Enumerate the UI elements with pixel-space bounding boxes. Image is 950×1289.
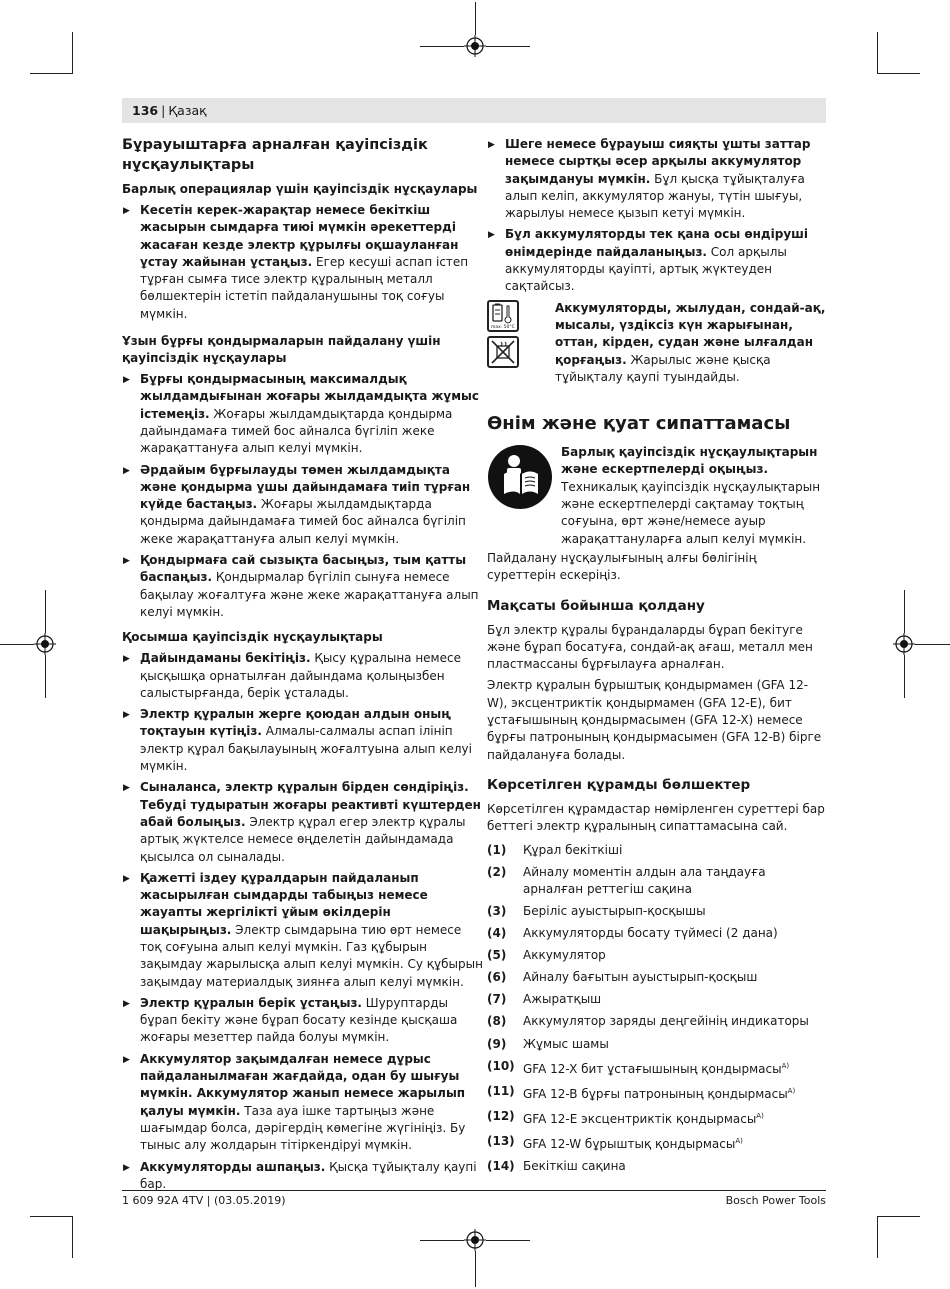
list-item	[487, 903, 827, 920]
svg-text:max. 50°C: max. 50°C	[491, 324, 515, 330]
list-item	[487, 991, 827, 1008]
registration-line	[420, 46, 464, 47]
paragraph: Көрсетілген құрамдастар нөмірленген суреттері бар беттегі электр құралының сипаттамасына сай.	[487, 801, 825, 834]
safety-bullet: ▶ Әрдайым бұрғылауды төмен жылдамдықта және қондырма ұшы дайындамаға тиіп тұрған күйде бастаңыз. Жоғары жылдамдықтарда қондырма дайындамаға тимей бос айналса бүгіліп жеке жарақаттануға алып келуі мүмкін.	[122, 462, 484, 548]
component-label: GFA 12-E эксцентриктік қондырмасы$^{A)}$	[523, 1111, 764, 1126]
component-label: Аккумулятор	[523, 948, 606, 963]
safety-bullet: ▶ Сыналанса, электр құралын бірден сөндіріңіз. Тебуді тудыратын жоғары реактивті күштерден абай болыңыз. Электр құрал егер электр құралы артық жүктелсе немесе өңделетін дайындамада қысылса ол сыналады.	[122, 779, 484, 865]
safety-bullet: ▶ Аккумулятор зақымдалған немесе дұрыс пайдаланылмаған жағдайда, одан бу шығуы мүмкін. Аккумулятор жанып немесе жарылып қалуы мүмкін. Таза ауа ішке тартыңыз және шағымдар болса, дәрігердің көмегіне жүгініңіз. Бу тыныс алу жолдарын тітіркендіруі мүмкін.	[122, 1051, 484, 1155]
max-temperature-icon	[487, 300, 519, 332]
component-number: (2)	[487, 864, 507, 879]
header-language: Қазақ	[168, 103, 207, 118]
read-instructions-text: Барлық қауіпсіздік нұсқаулықтарын және ескертпелерді оқыңыз. Техникалық қауіпсіздік нұсқаулықтарын және ескертпелерді сақтамау тоқтың соғуына, өрт және/немесе ауыр жарақаттануларға алып келуі мүмкін.	[561, 445, 821, 546]
component-number: (5)	[487, 948, 507, 963]
footnote-marker: A)	[787, 1086, 796, 1095]
component-number: (1)	[487, 842, 507, 857]
registration-line	[915, 644, 950, 645]
battery-protection-text: Аккумуляторды, жылудан, сондай-ақ, мысалы, үздіксіз күн жарығынан, оттан, кірден, судан және ылғалдан қорғаңыз. Жарылыс және қысқа тұйықталу қаупі туындайды.	[555, 300, 826, 384]
crop-mark	[72, 1216, 73, 1258]
list-item	[487, 842, 827, 859]
footnote-marker: A)	[756, 1111, 764, 1120]
registration-line	[904, 655, 905, 698]
list-item	[487, 925, 827, 942]
safety-bullet: ▶ Қондырмаға сай сызықта басыңыз, тым қатты баспаңыз. Қондырмалар бүгіліп сынуға немесе бақылау жоғалтуға және жеке жарақаттануға алып келуі мүмкін.	[122, 552, 484, 621]
page-footer	[122, 1190, 826, 1207]
component-number: (7)	[487, 992, 507, 1007]
footnote-marker: A)	[735, 1136, 743, 1145]
page-number: 136	[132, 103, 159, 118]
registration-line	[45, 590, 46, 633]
component-label: Аккумулятор заряды деңгейінің индикаторы	[523, 1014, 809, 1029]
registration-line	[0, 644, 34, 645]
paragraph: Бұл электр құралы бұрандаларды бұрап бекітуге және бұрап босатуға, сондай-ақ ағаш, металл мен пластмассаны бұрғылауға арналған.	[487, 622, 813, 672]
component-number: (9)	[487, 1036, 507, 1051]
crop-mark	[878, 73, 920, 74]
list-item	[487, 1036, 827, 1053]
footer-brand: Bosch Power Tools	[725, 1194, 826, 1207]
registration-line	[475, 1251, 476, 1287]
component-number: (12)	[487, 1108, 515, 1123]
list-item	[487, 1133, 827, 1153]
paragraph: Электр құралын бұрыштық қондырмамен (GFA 12-W), эксцентриктік қондырмамен (GFA 12-E), бит ұстағышының қондырмасымен (GFA 12-X) немесе бұрғы патронының қондырмасымен (GFA 12-B) бірге пайдалануға болады.	[487, 678, 822, 762]
list-item	[487, 1158, 827, 1175]
component-label: Бекіткіш сақина	[523, 1159, 626, 1174]
subsection-title: Барлық операциялар үшін қауіпсіздік нұсқаулары	[122, 182, 478, 196]
component-number: (3)	[487, 903, 507, 918]
header-separator: |	[161, 103, 166, 118]
section-title: Бұрауыштарға арналған қауіпсіздік нұсқаулықтары	[122, 137, 428, 173]
safety-bullet: ▶ Шеге немесе бұрауыш сияқты ұшты заттар немесе сыртқы әсер арқылы аккумулятор зақымдануы мүмкін. Бұл қысқа тұйықталуға алып келіп, аккумулятор жануы, түтін шығуы, жарылуы немесе қызып кетуі мүмкін.	[487, 136, 827, 222]
component-number: (4)	[487, 926, 507, 941]
crop-mark	[877, 32, 878, 74]
subsection-title: Көрсетілген құрамды бөлшектер	[487, 776, 751, 793]
list-item	[487, 1013, 827, 1030]
component-number: (8)	[487, 1014, 507, 1029]
safety-bullet: ▶ Бұрғы қондырмасының максималдық жылдамдығынан жоғары жылдамдықта жұмыс істемеңіз. Жоғары жылдамдықтарда қондырма дайындамаға тимей бос айналса бүгіліп жеке жарақаттануға алып келуі мүмкін.	[122, 371, 484, 457]
safety-bullet: ▶ Бұл аккумуляторды тек қана осы өндіруші өнімдерінде пайдаланыңыз. Сол арқылы аккумуляторды қауіпті, артық жүктеуден сақтайсыз.	[487, 226, 827, 295]
component-number: (13)	[487, 1133, 515, 1148]
list-item	[487, 947, 827, 964]
registration-mark-icon	[893, 633, 915, 655]
component-label: Айналу моментін алдын ала таңдауға арналған реттегіш сақина	[523, 864, 766, 896]
section-title: Өнім және қуат сипаттамасы	[487, 413, 791, 435]
component-number: (14)	[487, 1159, 515, 1174]
registration-mark-icon	[34, 633, 56, 655]
registration-line	[486, 46, 530, 47]
component-label: GFA 12-B бұрғы патронының қондырмасы$^{A)}$	[523, 1086, 796, 1101]
component-label: Беріліс ауыстырып-қосқышы	[523, 903, 706, 918]
read-manual-icon	[487, 444, 555, 510]
footnote-marker: A)	[781, 1061, 790, 1070]
components-list	[487, 842, 827, 1176]
list-item	[487, 1083, 827, 1103]
safety-bullet: ▶ Электр құралын жерге қоюдан алдын оның тоқтауын күтіңіз. Алмалы-салмалы аспап ілініп электр құрал бақылауының жоғалтуына алып келуі мүмкін.	[122, 706, 484, 775]
safety-bullet: ▶ Қажетті іздеу құралдарын пайдаланып жасырылған сымдарды табыңыз немесе жауапты жергілікті ұйым өкілдерін шақырыңыз. Электр сымдарына тию өрт немесе тоқ соғуына алып келуі мүмкін. Газ құбырын зақымдау жарылысқа алып келуі мүмкін. Су құбырын зақымдау материалдық зиянға алып келуі мүмкін.	[122, 870, 484, 991]
component-number: (10)	[487, 1058, 515, 1073]
list-item	[487, 969, 827, 986]
read-instructions-warning	[487, 444, 827, 548]
crop-mark	[30, 73, 72, 74]
paragraph: Пайдалану нұсқаулығының алғы бөлігінің суреттерін ескеріңіз.	[487, 550, 757, 583]
left-column	[122, 136, 484, 1197]
list-item	[487, 1058, 827, 1078]
subsection-title: Қосымша қауіпсіздік нұсқаулықтары	[122, 630, 383, 645]
registration-line	[45, 655, 46, 698]
safety-bullet: ▶ Дайындаманы бекітіңіз. Қысу құралына немесе қысқышқа орнатылған дайындама қолыңызбен салыстырғанда, берік ұсталады.	[122, 650, 484, 702]
registration-line	[420, 1240, 464, 1241]
component-label: Айналу бағытын ауыстырып-қосқыш	[523, 970, 758, 985]
component-label: GFA 12-W бұрыштық қондырмасы$^{A)}$	[523, 1136, 743, 1151]
safety-bullet: ▶ Кесетін керек-жарақтар немесе бекіткіш жасырын сымдарға тиюі мүмкін әрекеттерді жасаған кезде электр құрылғы оқшауланған ұстау жайынан ұстаңыз. Егер кесуші аспап істеп тұрған сымға тисе электр құралының металл бөлшектерін істетіп пайдаланушыны тоқ соғуы мүмкін.	[122, 202, 484, 323]
battery-protection-warning	[487, 300, 827, 386]
component-label: GFA 12-X бит ұстағышының қондырмасы$^{A)}$	[523, 1061, 790, 1076]
list-item	[487, 1108, 827, 1128]
right-column	[487, 136, 827, 1180]
safety-bullet: ▶ Электр құралын берік ұстаңыз. Шуруптарды бұрап бекіту және бұрап босату кезінде қысқаша жоғары мезеттер пайда болуы мүмкін.	[122, 995, 484, 1047]
registration-line	[904, 590, 905, 633]
component-number: (6)	[487, 970, 507, 985]
registration-mark-icon	[464, 35, 486, 57]
registration-line	[486, 1240, 530, 1241]
subsection-title: Ұзын бұрғы қондырмаларын пайдалану үшін қауіпсіздік нұсқаулары	[122, 334, 441, 366]
component-label: Ажыратқыш	[523, 992, 602, 1007]
crop-mark	[878, 1216, 920, 1217]
list-item	[487, 864, 827, 899]
crop-mark	[877, 1216, 878, 1258]
safety-bullet: ▶ Аккумуляторды ашпаңыз. Қысқа тұйықталу қаупі бар.	[122, 1159, 484, 1194]
no-fire-water-icon	[487, 336, 519, 368]
crop-mark	[30, 1216, 72, 1217]
registration-line	[475, 2, 476, 35]
page-header	[122, 98, 826, 123]
subsection-title: Мақсаты бойынша қолдану	[487, 597, 705, 614]
component-label: Аккумуляторды босату түймесі (2 дана)	[523, 926, 778, 941]
crop-mark	[72, 32, 73, 74]
component-label: Құрал бекіткіші	[523, 842, 623, 857]
component-label: Жұмыс шамы	[523, 1036, 609, 1051]
footer-doc-id: 1 609 92A 4TV | (03.05.2019)	[122, 1194, 286, 1207]
registration-mark-icon	[464, 1229, 486, 1251]
component-number: (11)	[487, 1083, 515, 1098]
